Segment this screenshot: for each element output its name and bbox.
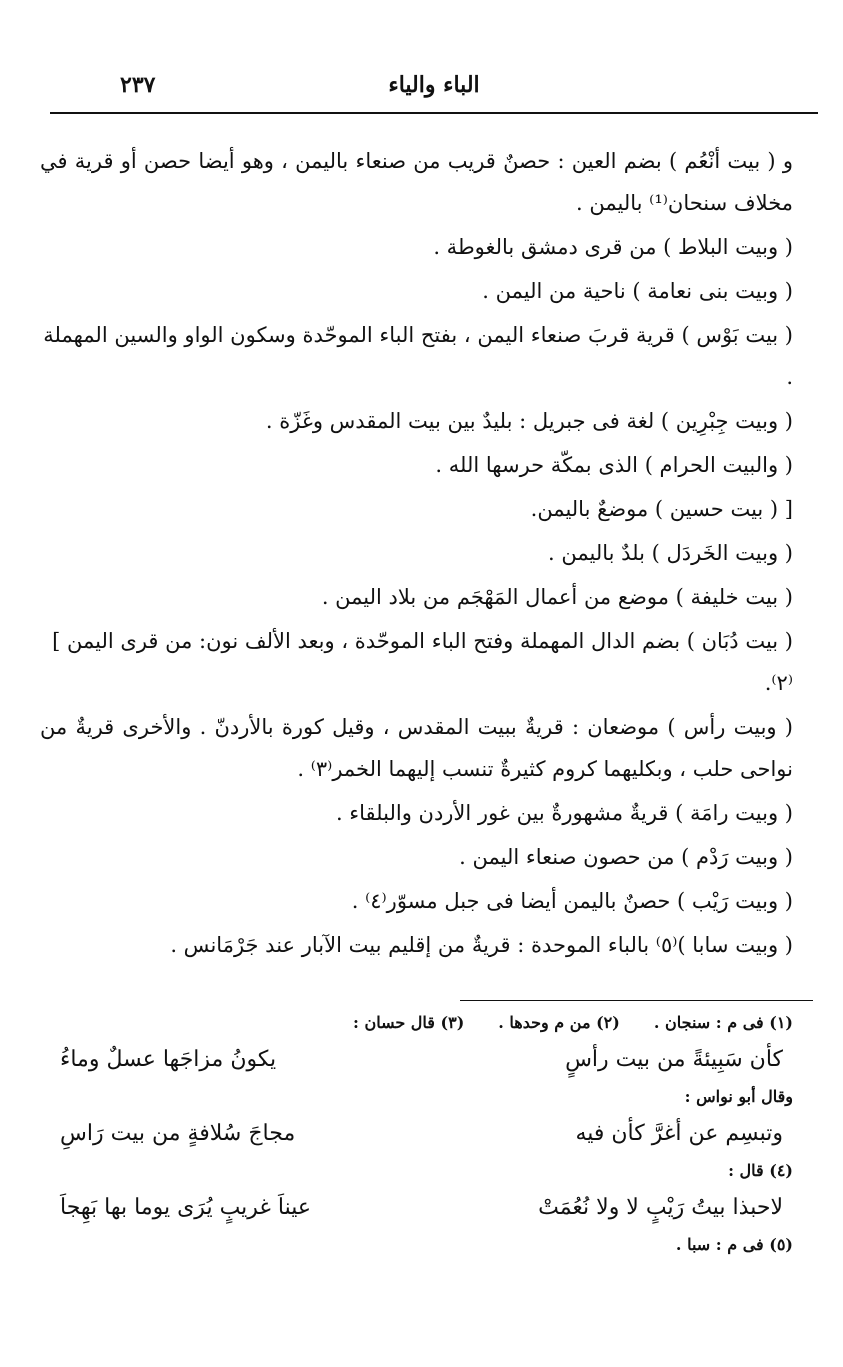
verse-hemistich: لاحبذا بيتُ رَيْبٍ لا ولا نُعُمَتْ: [538, 1195, 783, 1220]
entry-bayt-radm: ( وبيت رَدْم ) من حصون صنعاء اليمن .: [459, 845, 793, 869]
entry-bayt-rayb: ( وبيت رَيْب ) حصنٌ باليمن أيضا فى جبل مسوّر⁽٤⁾ .: [351, 889, 793, 913]
footnote-3: (٣) قال حسان :: [352, 1013, 465, 1032]
footnote-row: [50, 1008, 793, 1038]
footnote-1: (١) فى م : سنجان .: [653, 1013, 793, 1032]
verse-bayt-rayb: [50, 1186, 793, 1230]
entry-bayt-khalifa: ( بيت خليفة ) موضع من أعمال المَهْجَم من بلاد اليمن .: [321, 585, 793, 609]
entry-bayt-bani-naama: ( وبيت بنى نعامة ) ناحية من اليمن .: [482, 279, 793, 303]
verse-abu-nuwas: [50, 1112, 793, 1156]
entry-bayt-baws: ( بيت بَوْس ) قرية قربَ صنعاء اليمن ، بفتح الباء الموحّدة وسكون الواو والسين المهملة .: [43, 323, 793, 389]
entry-bayt-ras: ( وبيت رأس ) موضعان : قريةٌ ببيت المقدس ، وقيل كورة بالأردنّ . والأخرى قريةٌ من نواحى حلب ، وبكليهما كروم كثيرةٌ تنسب إليهما الخمر⁽٣⁾ .: [40, 715, 793, 781]
verse-intro-abu-nuwas: وقال أبو نواس :: [684, 1087, 793, 1106]
verse-hassan: [50, 1038, 793, 1082]
footnote-5: (٥) فى م : سبا .: [675, 1235, 793, 1254]
entry-bayt-saba: ( وبيت سابا )⁽٥⁾ بالباء الموحدة : قريةٌ من إقليم بيت الآبار عند جَرْمَانس .: [170, 933, 793, 957]
entry-bayt-al-khardal: ( وبيت الخَردَل ) بلدٌ باليمن .: [548, 541, 793, 565]
running-title: الباء والياء: [388, 72, 480, 98]
footnote-4: (٤) قال :: [728, 1161, 793, 1180]
entry-bayt-husayn: [ ( بيت حسين ) موضعٌ باليمن.: [530, 497, 793, 521]
verse-hemistich: عيناَ غريبٍ يُرَى يوما بها بَهِجاَ: [60, 1195, 312, 1220]
verse-hemistich: يكونُ مزاجَها عسلٌ وماءُ: [60, 1047, 277, 1072]
verse-hemistich: مجاجَ سُلافةٍ من بيت رَاسِ: [60, 1121, 296, 1146]
page-header: [50, 68, 818, 108]
verse-hemistich: كأن سَبِيئةً من بيت رأسٍ: [565, 1047, 783, 1072]
verse-hemistich: وتبسِم عن أغرَّ كأن فيه: [575, 1121, 783, 1146]
entry-bayt-rama: ( وبيت رامَة ) قريةٌ مشهورةٌ بين غور الأردن والبلقاء .: [335, 801, 793, 825]
main-text: [40, 140, 793, 968]
header-rule: [50, 112, 818, 114]
entry-bayt-anum: و ( بيت أنْعُم ) بضم العين : حصنٌ قريب من صنعاء باليمن ، وهو أيضا حصن أو قرية في مخلاف سنحان⁽¹⁾ باليمن .: [40, 149, 793, 215]
entry-bayt-jibrin: ( وبيت جِبْرِين ) لغة فى جبريل : بليدٌ بين بيت المقدس وغَزّة .: [265, 409, 793, 433]
footnotes: [50, 1008, 793, 1260]
footnote-2: (٢) من م وحدها .: [498, 1013, 620, 1032]
entry-bayt-al-balat: ( وبيت البلاط ) من قرى دمشق بالغوطة .: [433, 235, 793, 259]
entry-bayt-duban: ( بيت دُبَان ) بضم الدال المهملة وفتح الباء الموحّدة ، وبعد الألف نون: من قرى اليمن ]⁽٢⁾.: [52, 629, 793, 695]
footnote-rule: [460, 1000, 813, 1001]
page-number: ٢٣٧: [120, 72, 156, 98]
entry-al-bayt-al-haram: ( والبيت الحرام ) الذى بمكّة حرسها الله .: [435, 453, 793, 477]
